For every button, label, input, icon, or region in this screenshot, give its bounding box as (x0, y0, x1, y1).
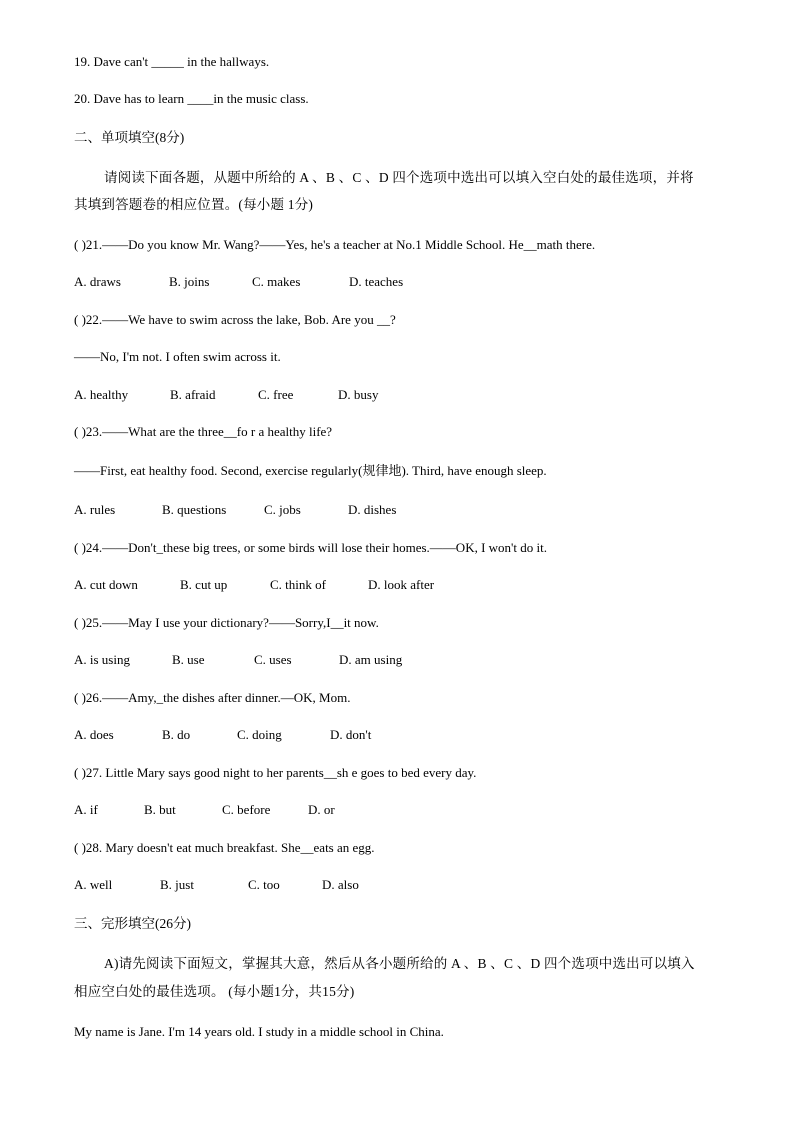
question-27: ( )27. Little Mary says good night to her parents__sh e goes to bed every day. (74, 765, 477, 780)
option-c: C. jobs (264, 502, 301, 517)
question-26: ( )26.——Amy,_the dishes after dinner.—OK, Mom. (74, 690, 351, 705)
question-22: ( )22.——We have to swim across the lake, Bob. Are you __? (74, 312, 396, 327)
option-b: B. questions (162, 502, 227, 517)
question-22-answer: ——No, I'm not. I often swim across it. (74, 349, 281, 364)
question-23: ( )23.——What are the three__fo r a healthy life? (74, 424, 333, 439)
section-2-instruction-line-1: 请阅读下面各题，从题中所给的 A 、B 、C 、D 四个选项中选出可以填入空白处的最佳选项，并将 (104, 170, 694, 185)
option-b: B. do (162, 727, 191, 742)
option-a: A. draws (74, 274, 121, 289)
option-a: A. well (74, 877, 113, 892)
option-a: A. is using (74, 652, 130, 667)
option-d: D. or (308, 802, 335, 817)
passage-line-1: My name is Jane. I'm 14 years old. I study in a middle school in China. (74, 1024, 444, 1039)
option-d: D. busy (338, 387, 379, 402)
question-25: ( )25.——May I use your dictionary?——Sorry,I__it now. (74, 615, 379, 630)
option-a: A. does (74, 727, 114, 742)
option-a: A. rules (74, 502, 116, 517)
question-20: 20. Dave has to learn ____in the music class. (74, 91, 309, 106)
question-23-answer: ——First, eat healthy food. Second, exercise regularly(规律地). Third, have enough sleep. (74, 463, 547, 478)
option-b: B. just (160, 877, 194, 892)
option-b: B. afraid (170, 387, 216, 402)
option-b: B. use (172, 652, 205, 667)
option-d: D. also (322, 877, 359, 892)
option-a: A. healthy (74, 387, 129, 402)
option-c: C. makes (252, 274, 301, 289)
option-c: C. think of (270, 577, 326, 592)
option-c: C. before (222, 802, 271, 817)
question-24: ( )24.——Don't_these big trees, or some birds will lose their homes.——OK, I won't do it. (74, 540, 547, 555)
option-b: B. cut up (180, 577, 228, 592)
question-21: ( )21.——Do you know Mr. Wang?——Yes, he's a teacher at No.1 Middle School. He__math there. (74, 237, 596, 252)
section-3-instruction-line-2: 相应空白处的最佳选项。 (每小题1分，共15分) (74, 984, 355, 999)
option-d: D. am using (339, 652, 403, 667)
question-28: ( )28. Mary doesn't eat much breakfast. She__eats an egg. (74, 840, 375, 855)
option-b: B. joins (169, 274, 210, 289)
option-d: D. teaches (349, 274, 404, 289)
option-c: C. free (258, 387, 294, 402)
option-d: D. look after (368, 577, 435, 592)
section-3-title: 三、完形填空(26分) (74, 916, 191, 931)
section-2-title: 二、单项填空(8分) (74, 130, 185, 145)
option-d: D. dishes (348, 502, 397, 517)
section-2-instruction-line-2: 其填到答题卷的相应位置。(每小题 1分) (74, 197, 314, 212)
question-19: 19. Dave can't _____ in the hallways. (74, 54, 270, 69)
option-d: D. don't (330, 727, 372, 742)
section-3-instruction-line-1: A)请先阅读下面短文，掌握其大意，然后从各小题所给的 A 、B 、C 、D 四个选项中选出可以填入 (104, 956, 695, 971)
option-c: C. doing (237, 727, 282, 742)
option-c: C. too (248, 877, 280, 892)
option-c: C. uses (254, 652, 292, 667)
option-a: A. cut down (74, 577, 138, 592)
option-b: B. but (144, 802, 176, 817)
option-a: A. if (74, 802, 98, 817)
